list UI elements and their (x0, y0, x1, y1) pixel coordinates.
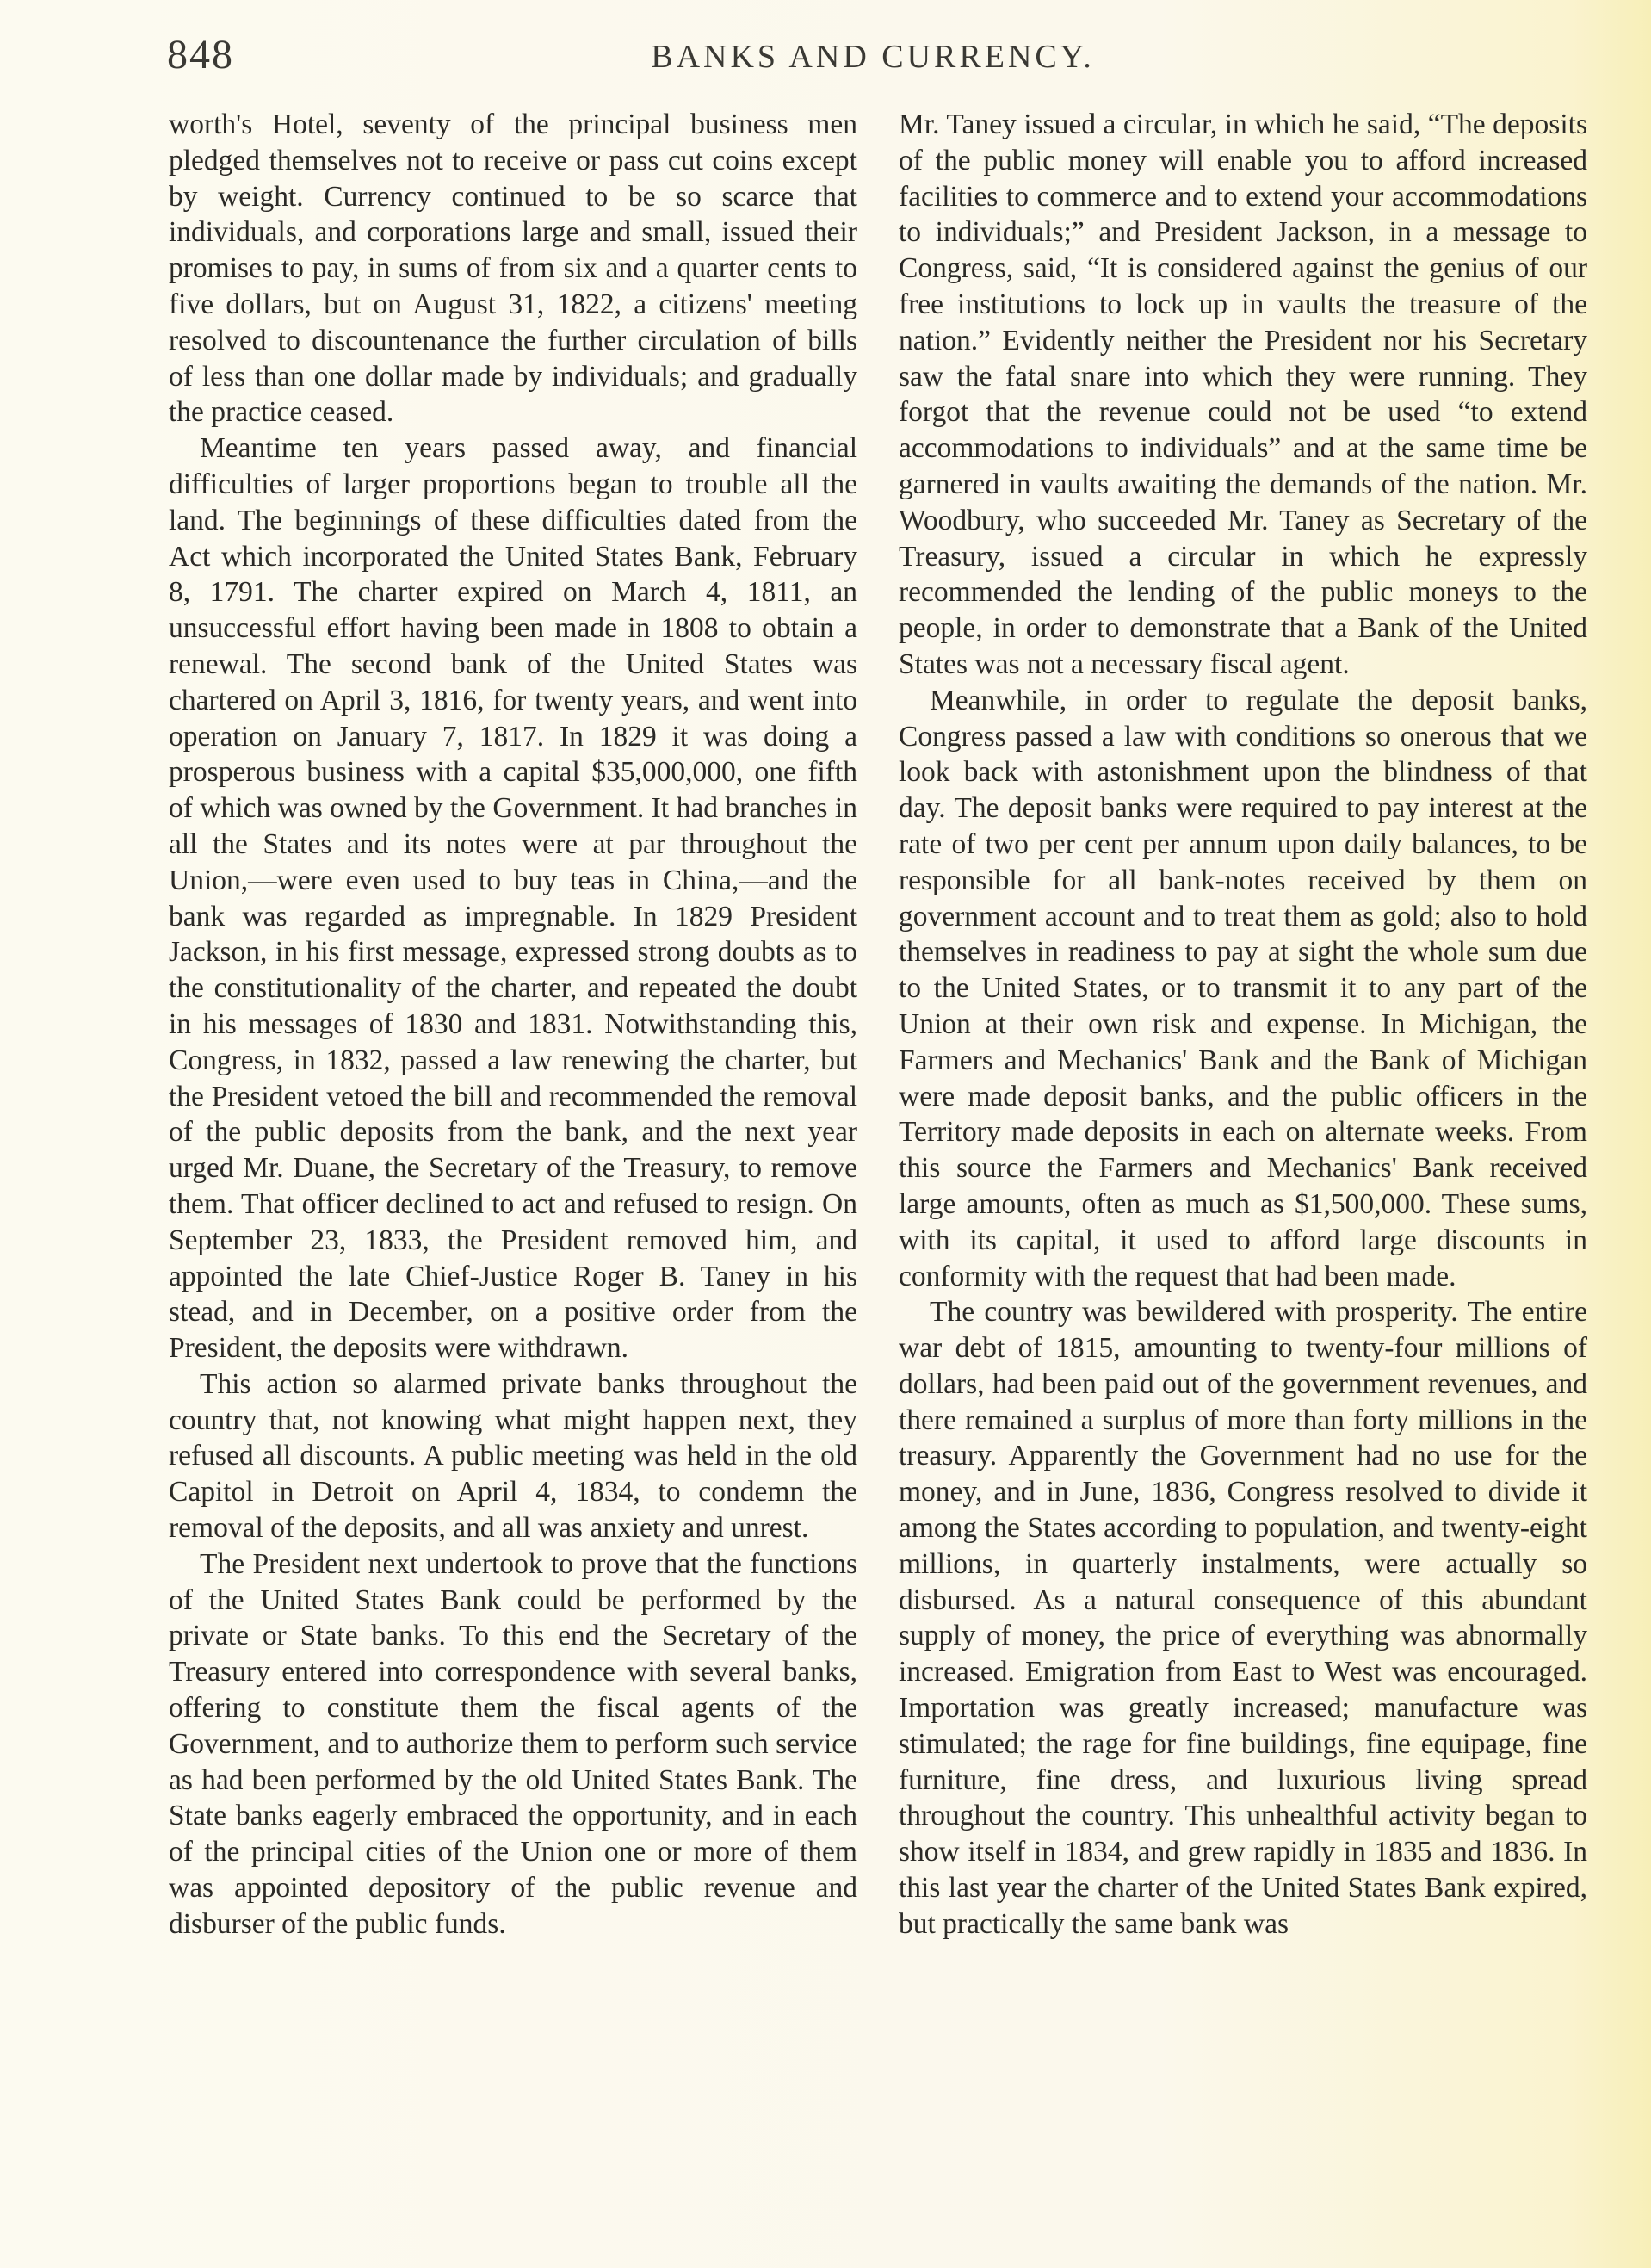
paragraph: worth's Hotel, seventy of the principal business men pledged themselves not to receive or pass cut coins except by weight. Currency continued to be so scarce that individuals, and corporations large and small, issued their promises to pay, in sums of from six and a quarter cents to five dollars, but on August 31, 1822, a citizens' meeting resolved to discountenance the further circulation of bills of less than one dollar made by individuals; and gradually the practice ceased. (169, 108, 857, 429)
paragraph: This action so alarmed private banks throughout the country that, not knowing what might happen next, they refused all discounts. A public meeting was held in the old Capitol in Detroit on April 4, 1834, to condemn the removal of the deposits, and all was anxiety and unrest. (169, 1367, 857, 1545)
right-column (899, 107, 1587, 1943)
paragraph: Meantime ten years passed away, and financial difficulties of larger proportions began to trouble all the land. The beginnings of these difficulties dated from the Act which incorporated the United States Bank, February 8, 1791. The charter expired on March 4, 1811, an unsuccessful effort having been made in 1808 to obtain a renewal. The second bank of the United States was chartered on April 3, 1816, for twenty years, and went into operation on January 7, 1817. In 1829 it was doing a prosperous business with a capital $35,000,000, one fifth of which was owned by the Government. It had branches in all the States and its notes were at par throughout the Union,—were even used to buy teas in China,—and the bank was regarded as impregnable. In 1829 President Jackson, in his first message, expressed strong doubts as to the constitutionality of the charter, and repeated the doubt in his messages of 1830 and 1831. Notwithstanding this, Congress, in 1832, passed a law renewing the charter, but the President vetoed the bill and recommended the removal of the public deposits from the bank, and the next year urged Mr. Duane, the Secretary of the Treasury, to remove them. That officer declined to act and refused to resign. On September 23, 1833, the President removed him, and appointed the late Chief-Justice Roger B. Taney in his stead, and in December, on a positive order from the President, the deposits were withdrawn. (169, 432, 857, 1365)
paragraph: The country was bewildered with prosperity. The entire war debt of 1815, amounting to twenty-four millions of dollars, had been paid out of the government revenues, and there remained a surplus of more than forty millions in the treasury. Apparently the Government had no use for the money, and in June, 1836, Congress resolved to divide it among the States according to population, and twenty-eight millions, in quarterly instalments, were actually so disbursed. As a natural consequence of this abundant supply of money, the price of everything was abnormally increased. Emigration from East to West was encouraged. Importation was greatly increased; manufacture was stimulated; the rage for fine buildings, fine equipage, fine furniture, fine dress, and luxurious living spread throughout the country. This unhealthful activity began to show itself in 1834, and grew rapidly in 1835 and 1836. In this last year the charter of the United States Bank expired, but practically the same bank was (899, 1296, 1587, 1940)
running-head: BANKS AND CURRENCY. (651, 39, 1095, 75)
paragraph: Meanwhile, in order to regulate the deposit banks, Congress passed a law with conditions so onerous that we look back with astonishment upon the blindness of that day. The deposit banks were required to pay interest at the rate of two per cent per annum upon daily balances, to be responsible for all bank-notes received by them on government account and to treat them as gold; also to hold themselves in readiness to pay at sight the whole sum due to the United States, or to transmit it to any part of the Union at their own risk and expense. In Michigan, the Farmers and Mechanics' Bank and the Bank of Michigan were made deposit banks, and the public officers in the Territory made deposits in each on alternate weeks. From this source the Farmers and Mechanics' Bank received large amounts, often as much as $1,500,000. These sums, with its capital, it used to afford large discounts in conformity with the request that had been made. (899, 684, 1587, 1292)
paragraph: The President next undertook to prove that the functions of the United States Bank could be performed by the private or State banks. To this end the Secretary of the Treasury entered into correspondence with several banks, offering to constitute them the fiscal agents of the Government, and to authorize them to perform such service as had been performed by the old United States Bank. The State banks eagerly embraced the opportunity, and in each of the principal cities of the Union one or more of them was appointed depository of the public revenue and disburser of the public funds. (169, 1547, 857, 1940)
left-column (169, 107, 857, 1943)
page-header (0, 24, 1651, 84)
paragraph: Mr. Taney issued a circular, in which he said, “The deposits of the public money will enable you to afford increased facilities to commerce and to extend your accommodations to individuals;” and President Jackson, in a message to Congress, said, “It is considered against the genius of our free institutions to lock up in vaults the treasure of the nation.” Evidently neither the President nor his Secretary saw the fatal snare into which they were running. They forgot that the revenue could not be used “to extend accommodations to individuals” and at the same time be garnered in vaults awaiting the demands of the nation. Mr. Woodbury, who succeeded Mr. Taney as Secretary of the Treasury, issued a circular in which he expressly recommended the lending of the public moneys to the people, in order to demonstrate that a Bank of the United States was not a necessary fiscal agent. (899, 108, 1587, 680)
page-number: 848 (167, 32, 234, 77)
